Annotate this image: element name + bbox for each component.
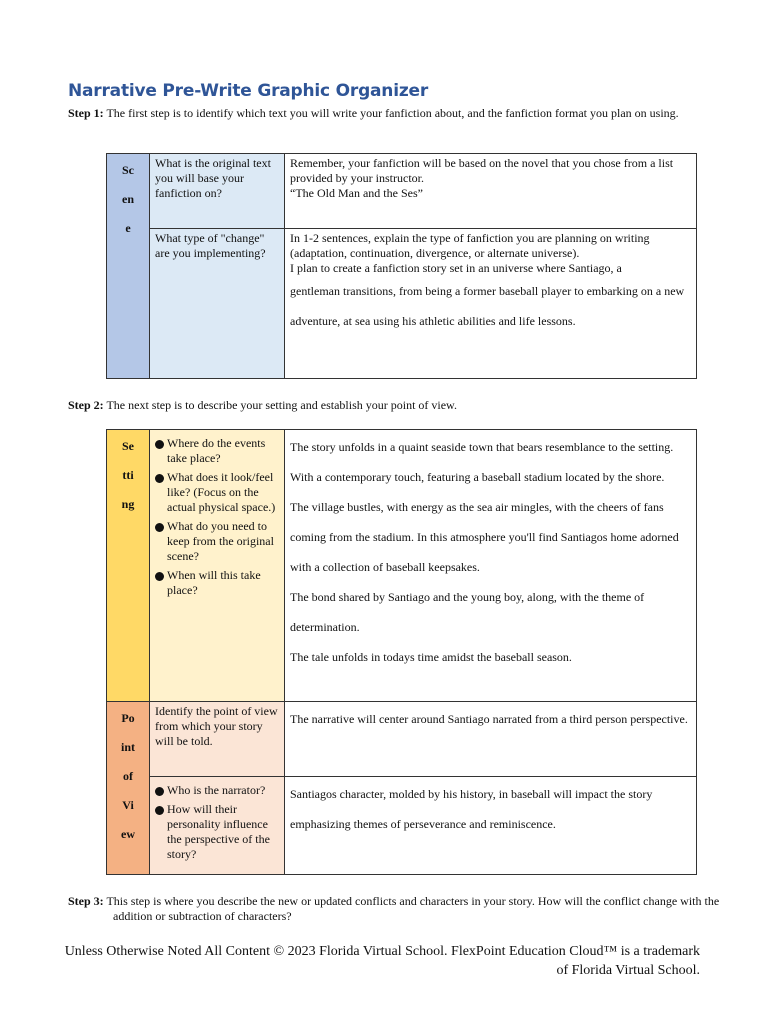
pov-category-line: Po: [121, 711, 135, 725]
step-1-label: Step 1:: [68, 106, 104, 120]
step-2-text: The next step is to describe your setting and establish your point of view.: [103, 398, 457, 412]
scene-question-original-text: What is the original text you will base your fanfiction on?: [150, 154, 285, 229]
setting-question-item: What do you need to keep from the original scene?: [155, 519, 279, 564]
step-3-text: This step is where you describe the new or updated conflicts and characters in your story. How will the conflict change with the addition or subtraction of characters?: [103, 894, 720, 923]
step-3-instructions: [68, 894, 753, 924]
setting-category-line: tti: [122, 468, 134, 482]
scene-prompt-original-text: Remember, your fanfiction will be based on the novel that you chose from a list provided by your instructor.: [290, 156, 674, 185]
scene-category-line: Sc: [122, 163, 134, 177]
pov-question-item: How will their personality influence the perspective of the story?: [155, 802, 279, 862]
scene-table: [106, 153, 697, 379]
scene-answer-change-type[interactable]: [285, 229, 697, 379]
pov-questions-cell: [150, 777, 285, 875]
setting-question-item: What does it look/feel like? (Focus on the actual physical space.): [155, 470, 279, 515]
scene-question-change-type: What type of "change" are you implementing?: [150, 229, 285, 379]
setting-answer-paragraph: The story unfolds in a quaint seaside town that bears resemblance to the setting. With a contemporary touch, featuring a baseball stadium located by the shore.: [290, 440, 674, 484]
scene-prompt-change-type: In 1-2 sentences, explain the type of fanfiction you are planning on writing (adaptation, continuation, divergence, or alternate universe).: [290, 231, 650, 260]
setting-pov-table: [106, 429, 697, 875]
setting-question-list: [155, 436, 279, 598]
scene-response-original-text: “The Old Man and the Ses”: [290, 186, 423, 200]
pov-category-line: Vi: [122, 798, 134, 812]
page-title: Narrative Pre-Write Graphic Organizer: [68, 81, 429, 101]
scene-category-line: en: [122, 192, 134, 206]
pov-category-cell: [107, 702, 150, 875]
pov-category-line: int: [120, 740, 135, 754]
setting-category-line: ng: [121, 497, 135, 511]
pov-question-list: [155, 783, 279, 862]
setting-questions-cell: [150, 430, 285, 702]
pov-category-line: ew: [121, 827, 135, 841]
scene-category-line: e: [125, 221, 131, 235]
setting-category-cell: [107, 430, 150, 702]
pov-answer-identify[interactable]: The narrative will center around Santiago narrated from a third person perspective.: [285, 702, 697, 777]
step-2-instructions: [68, 398, 753, 413]
step-1-instructions: [68, 106, 753, 121]
pov-category-line: of: [123, 769, 133, 783]
scene-category-cell: [107, 154, 150, 379]
scene-response-change-type-rest: gentleman transitions, from being a former baseball player to embarking on a new adventure, at sea using his athletic abilities and life lessons.: [290, 284, 685, 328]
setting-answer-paragraph: The village bustles, with energy as the sea air mingles, with the cheers of fans coming from the stadium. In this atmosphere you'll find Santiagos home adorned with a collection of baseball keepsakes.: [290, 500, 679, 574]
step-1-text: The first step is to identify which text you will write your fanfiction about, and the fanfiction format you plan on using.: [103, 106, 679, 120]
setting-answer-cell[interactable]: [285, 430, 697, 702]
pov-question-item: Who is the narrator?: [155, 783, 279, 798]
setting-question-item: When will this take place?: [155, 568, 279, 598]
pov-question-identify: Identify the point of view from which your story will be told.: [150, 702, 285, 777]
setting-question-item: Where do the events take place?: [155, 436, 279, 466]
setting-answer-paragraph: The tale unfolds in todays time amidst the baseball season.: [290, 650, 572, 664]
scene-response-change-type-first: I plan to create a fanfiction story set in an universe where Santiago, a: [290, 261, 622, 275]
step-3-label: Step 3:: [68, 894, 104, 908]
scene-answer-original-text[interactable]: [285, 154, 697, 229]
pov-answer-narrator[interactable]: Santiagos character, molded by his history, in baseball will impact the story emphasizing themes of perseverance and reminiscence.: [285, 777, 697, 875]
copyright-footer: Unless Otherwise Noted All Content © 2023 Florida Virtual School. FlexPoint Education Cloud™ is a trademark of Florida Virtual School.: [64, 944, 700, 978]
step-2-label: Step 2:: [68, 398, 104, 412]
setting-answer-paragraph: The bond shared by Santiago and the young boy, along, with the theme of determination.: [290, 590, 645, 634]
setting-category-line: Se: [122, 439, 134, 453]
